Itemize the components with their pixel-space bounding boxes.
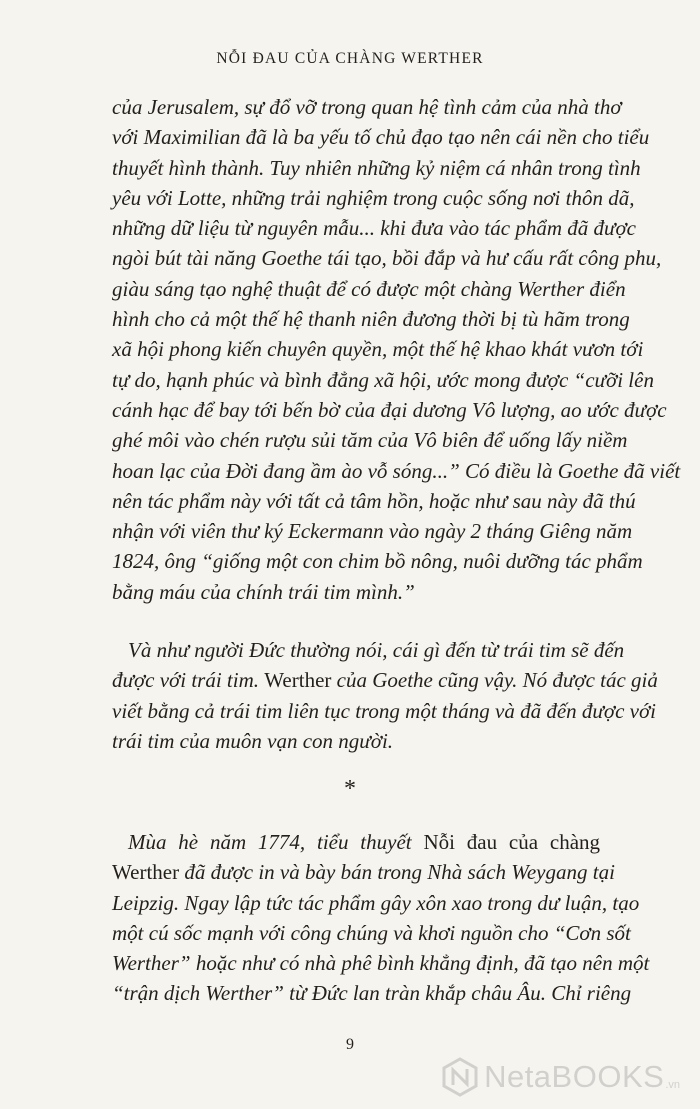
netabooks-logo-icon xyxy=(442,1057,478,1097)
book-title: Werther xyxy=(264,668,332,693)
text-line: nhận với viên thư ký Eckermann vào ngày 2 tháng Giêng năm xyxy=(112,519,633,544)
text-line: Werther” hoặc như có nhà phê bình khẳng định, đã tạo nên một xyxy=(112,951,650,976)
text-line: bằng máu của chính trái tim mình.” xyxy=(112,579,415,604)
text-line: xã hội phong kiến chuyên quyền, một thế hệ khao khát vươn tới xyxy=(112,337,644,362)
watermark xyxy=(442,1057,680,1097)
text-line: ghé môi vào chén rượu sủi tăm của Vô biên để uống lấy niềm xyxy=(112,428,628,453)
text-line: những dữ liệu từ nguyên mẫu... khi đưa vào tác phẩm đã được xyxy=(112,216,636,241)
paragraph-2 xyxy=(112,635,658,756)
paragraph-3 xyxy=(112,827,650,1009)
text-line: ngòi bút tài năng Goethe tái tạo, bồi đắp và hư cấu rất công phu, xyxy=(112,246,662,271)
text-line: một cú sốc mạnh với công chúng và khơi nguồn cho “Cơn sốt xyxy=(112,920,631,945)
text-line: giàu sáng tạo nghệ thuật để có được một chàng Werther điển xyxy=(112,276,626,301)
text-line: tự do, hạnh phúc và bình đẳng xã hội, ước mong được “cưỡi lên xyxy=(112,367,654,392)
text-line: “trận dịch Werther” từ Đức lan tràn khắp châu Âu. Chỉ riêng xyxy=(112,981,632,1006)
text-line: cánh hạc để bay tới bến bờ của đại dương Vô lượng, ao ước được xyxy=(112,397,667,422)
running-header: NỖI ĐAU CỦA CHÀNG WERTHER xyxy=(216,50,484,67)
text-run: đã được in và bày bán trong Nhà sách Weygang tại xyxy=(184,860,615,885)
text-run: của Goethe cũng vậy. Nó được tác giả xyxy=(336,668,658,693)
text-line: nên tác phẩm này với tất cả tâm hồn, hoặc như sau này đã thú xyxy=(112,488,636,513)
paragraph-1 xyxy=(112,92,681,607)
text-run: được với trái tim. xyxy=(112,668,260,693)
watermark-suffix: .vn xyxy=(665,1079,680,1091)
text-run: Mùa hè năm 1774, tiểu thuyết xyxy=(128,830,412,854)
watermark-brand: NetaBOOKS xyxy=(484,1059,665,1094)
text-line: với Maximilian đã là ba yếu tố chủ đạo tạo nên cái nền cho tiểu xyxy=(112,125,650,150)
text-line xyxy=(112,857,615,887)
text-line: viết bằng cả trái tim liên tục trong một tháng và đã đến được với xyxy=(112,698,657,723)
text-line xyxy=(112,665,658,695)
section-separator: * xyxy=(344,776,356,802)
text-line: của Jerusalem, sự đổ vỡ trong quan hệ tình cảm của nhà thơ xyxy=(112,95,622,119)
text-line: trái tim của muôn vạn con người. xyxy=(112,728,394,753)
text-line: Leipzig. Ngay lập tức tác phẩm gây xôn xao trong dư luận, tạo xyxy=(112,890,640,915)
book-title: Werther xyxy=(112,860,180,885)
text-line: 1824, ông “giống một con chim bồ nông, nuôi dưỡng tác phẩm xyxy=(112,549,643,574)
text-line: yêu với Lotte, những trải nghiệm trong cuộc sống nơi thôn dã, xyxy=(112,185,635,210)
text-line: hình cho cả một thế hệ thanh niên đương thời bị tù hãm trong xyxy=(112,307,630,332)
text-line: Và như người Đức thường nói, cái gì đến từ trái tim sẽ đến xyxy=(128,638,625,662)
book-title: Nỗi đau của chàng xyxy=(423,830,601,854)
text-line: hoan lạc của Đời đang ầm ào vỗ sóng...” Có điều là Goethe đã viết xyxy=(112,458,681,483)
page-number: 9 xyxy=(346,1036,354,1053)
text-line: thuyết hình thành. Tuy nhiên những kỷ niệm cá nhân trong tình xyxy=(112,155,641,180)
text-line xyxy=(112,827,600,857)
